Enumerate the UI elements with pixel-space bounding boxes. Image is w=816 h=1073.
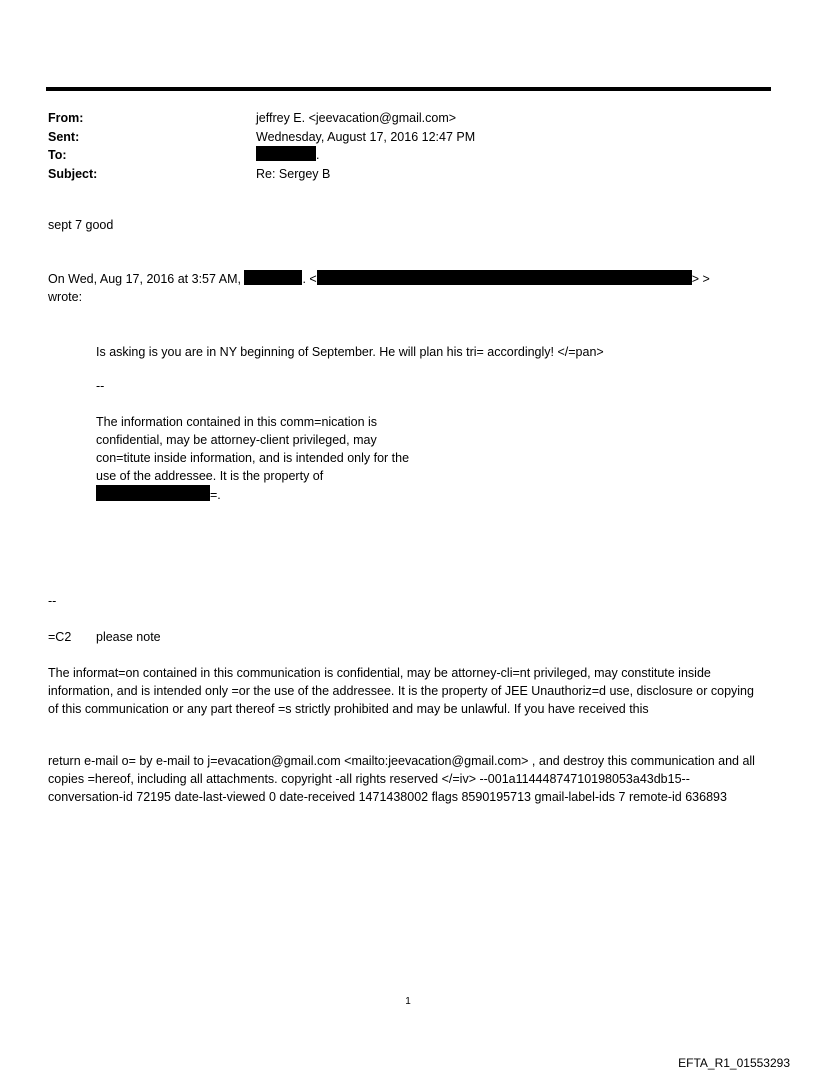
redaction-block (256, 146, 316, 161)
signature-code: =C2 (48, 630, 72, 644)
quoted-disclaimer-end: =. (210, 488, 221, 502)
quoted-disclaimer (96, 413, 426, 504)
redaction-block (317, 270, 692, 285)
to-value (256, 146, 319, 165)
subject-label: Subject: (48, 166, 98, 181)
footer-text: return e-mail o= by e-mail to j=evacation@gmail.com <mailto:jeevacation@gmail.com> , and destroy this communication and all copies =hereof, including all attachments. copyright -all rights reserved </=iv> --001a11444874710198053a43db15-- conversation-id 72195 date-last-viewed 0 date-received 1471438002 flags 8590195713 gmail-label-ids 7 remote-id 636893 (48, 754, 755, 804)
quote-intro (48, 270, 710, 288)
sent-value: Wednesday, August 17, 2016 12:47 PM (256, 129, 476, 144)
quoted-separator: -- (96, 379, 105, 393)
from-value: jeffrey E. <jeevacation@gmail.com> (256, 111, 457, 125)
from-label: From: (48, 111, 84, 125)
quote-intro-date: On Wed, Aug 17, 2016 at 3:57 AM, (48, 272, 241, 286)
reply-text: sept 7 good (48, 218, 114, 232)
to-suffix: . (316, 148, 320, 162)
quoted-disclaimer-text: The information contained in this comm=nication is confidential, may be attorney-client privileged, may con=titute inside information, and is intended only for the use of the addressee. It is the property of (96, 415, 410, 483)
to-label: To: (48, 148, 67, 162)
to-row (48, 146, 475, 165)
quote-intro-sep: . < (302, 272, 317, 286)
quote-intro-wrote: wrote: (48, 290, 83, 304)
bates-stamp: EFTA_R1_01553293 (678, 1056, 790, 1070)
subject-value: Re: Sergey B (256, 166, 331, 181)
quote-intro-end: > > (691, 272, 710, 286)
quoted-message: Is asking is you are in NY beginning of September. He will plan his tri= accordingly! </=pan> (96, 345, 604, 359)
disclaimer: The informat=on contained in this communication is confidential, may be attorney-cli=nt privileged, may constitute inside information, and is intended only =or the use of the addressee. It is the property of JEE Unauthoriz=d use, disclosure or copying of this communication or any part thereof =s strictly prohibited and may be unlawful. If you have received this (48, 666, 754, 716)
redaction-block (244, 270, 302, 285)
redaction-block (96, 485, 210, 501)
sent-row (48, 128, 475, 147)
email-header (48, 109, 475, 183)
sent-label: Sent: (48, 129, 80, 144)
signature-separator: -- (48, 594, 57, 608)
from-row (48, 109, 475, 128)
header-rule (46, 87, 771, 91)
signature-note: please note (96, 630, 161, 644)
subject-row (48, 165, 475, 184)
page-number: 1 (405, 996, 411, 1007)
